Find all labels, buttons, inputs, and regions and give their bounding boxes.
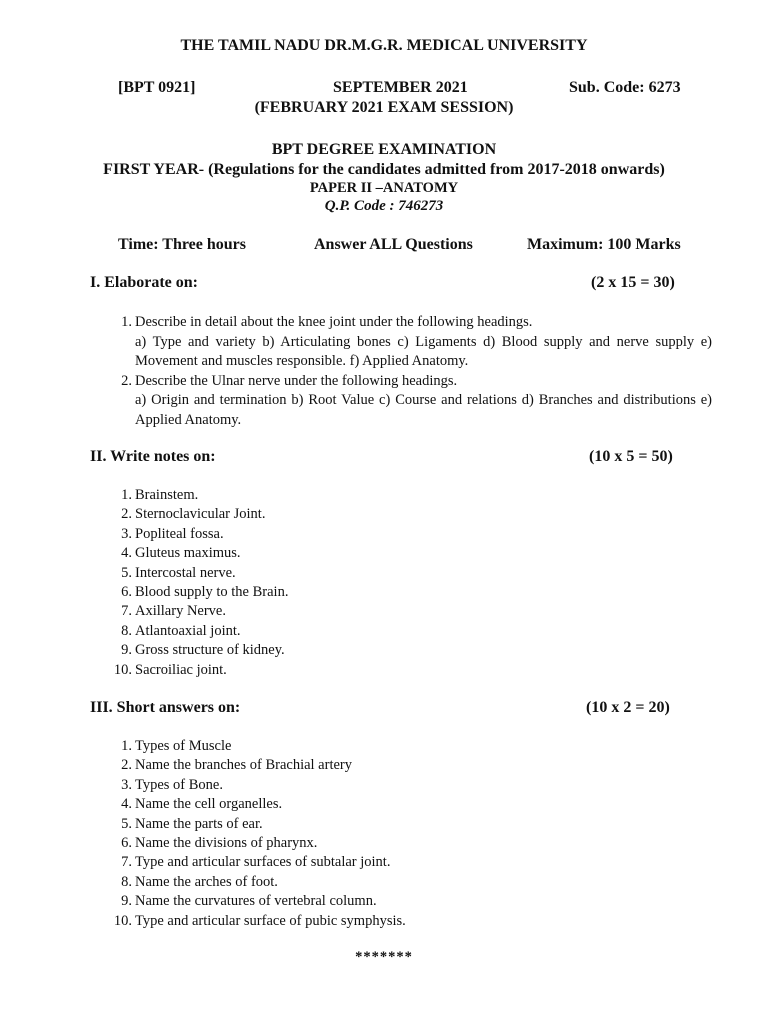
list-item: [110, 486, 712, 505]
item-text: Name the curvatures of vertebral column.: [135, 893, 377, 910]
list-item: [110, 737, 712, 756]
question-subparts: a) Type and variety b) Articulating bones c) Ligaments d) Blood supply and nerve supply e) Movement and muscles responsible. f) Applied Anatomy.: [135, 333, 712, 369]
question-text: Describe in detail about the knee joint under the following headings.: [135, 314, 533, 330]
item-number: 9.: [121, 893, 132, 910]
item-text: Axillary Nerve.: [135, 603, 226, 620]
item-number: 10.: [113, 912, 132, 929]
item-text: Brainstem.: [135, 487, 199, 503]
university-title: THE TAMIL NADU DR.M.G.R. MEDICAL UNIVERSITY: [180, 37, 588, 54]
list-item: [110, 505, 712, 524]
essay-question: [110, 372, 712, 431]
maximum-marks: Maximum: 100 Marks: [527, 236, 681, 253]
item-number: 2.: [121, 757, 132, 774]
section-3-marks: (10 x 2 = 20): [586, 699, 670, 716]
list-item: [110, 622, 712, 641]
item-text: Gluteus maximus.: [135, 545, 241, 562]
list-item: [110, 892, 712, 911]
list-item: [110, 834, 712, 853]
list-item: [110, 756, 712, 775]
item-number: 1.: [121, 487, 132, 503]
item-text: Type and articular surfaces of subtalar joint.: [135, 854, 391, 871]
item-text: Popliteal fossa.: [135, 525, 224, 542]
section-1-questions: [110, 313, 712, 430]
item-text: Gross structure of kidney.: [135, 642, 285, 659]
list-item: [110, 815, 712, 834]
item-number: 1.: [121, 738, 132, 754]
item-text: Name the branches of Brachial artery: [135, 757, 352, 774]
item-number: 5.: [121, 564, 132, 581]
item-number: 4.: [121, 796, 132, 813]
item-number: 3.: [121, 525, 132, 542]
item-text: Name the arches of foot.: [135, 873, 278, 890]
item-text: Name the parts of ear.: [135, 815, 263, 832]
item-number: 7.: [121, 603, 132, 620]
item-text: Name the divisions of pharynx.: [135, 835, 318, 852]
list-item: [110, 795, 712, 814]
item-text: Type and articular surface of pubic symphysis.: [135, 912, 406, 929]
item-number: 2.: [121, 506, 132, 523]
item-number: 6.: [121, 584, 132, 601]
item-number: 9.: [121, 642, 132, 659]
item-number: 4.: [121, 545, 132, 562]
item-number: 8.: [121, 873, 132, 890]
essay-question: [110, 313, 712, 372]
item-text: Sacroiliac joint.: [135, 661, 227, 678]
item-number: 5.: [121, 815, 132, 832]
section-1-marks: (2 x 15 = 30): [591, 274, 675, 291]
list-item: [110, 853, 712, 872]
item-text: Types of Muscle: [135, 738, 232, 754]
end-of-paper-marker: *******: [355, 949, 413, 965]
qp-code: Q.P. Code : 746273: [324, 198, 444, 214]
degree-title: BPT DEGREE EXAMINATION: [271, 141, 497, 158]
question-subparts: a) Origin and termination b) Root Value c) Course and relations d) Branches and distributions e) Applied Anatomy.: [135, 392, 712, 428]
exam-month: SEPTEMBER 2021: [333, 79, 468, 96]
list-item: [110, 583, 712, 602]
list-item: [110, 912, 712, 931]
section-1-title: I. Elaborate on:: [90, 274, 198, 291]
item-number: 6.: [121, 835, 132, 852]
question-number: 2.: [121, 372, 132, 389]
item-number: 7.: [121, 854, 132, 871]
section-2-marks: (10 x 5 = 50): [589, 448, 673, 465]
section-2-list: [110, 486, 712, 680]
item-text: Sternoclavicular Joint.: [135, 506, 266, 523]
question-text: Describe the Ulnar nerve under the following headings.: [135, 372, 458, 389]
list-item: [110, 641, 712, 660]
list-item: [110, 776, 712, 795]
list-item: [110, 544, 712, 563]
subject-code: Sub. Code: 6273: [569, 79, 681, 96]
exam-instruction: Answer ALL Questions: [314, 236, 473, 253]
section-3-title: III. Short answers on:: [90, 699, 241, 716]
list-item: [110, 602, 712, 621]
item-number: 3.: [121, 776, 132, 793]
section-2-title: II. Write notes on:: [90, 448, 216, 465]
exam-duration: Time: Three hours: [118, 236, 247, 253]
list-item: [110, 564, 712, 583]
item-number: 8.: [121, 622, 132, 639]
list-item: [110, 873, 712, 892]
paper-title: PAPER II –ANATOMY: [309, 180, 459, 196]
section-3-list: [110, 737, 712, 931]
item-text: Blood supply to the Brain.: [135, 584, 289, 601]
item-text: Atlantoaxial joint.: [135, 622, 241, 639]
item-text: Intercostal nerve.: [135, 564, 236, 581]
year-regulations: FIRST YEAR- (Regulations for the candidates admitted from 2017-2018 onwards): [103, 161, 665, 178]
item-text: Types of Bone.: [135, 776, 223, 793]
exam-session: (FEBRUARY 2021 EXAM SESSION): [254, 99, 514, 116]
question-number: 1.: [121, 314, 132, 330]
list-item: [110, 661, 712, 680]
exam-code: [BPT 0921]: [118, 79, 196, 96]
list-item: [110, 525, 712, 544]
item-text: Name the cell organelles.: [135, 796, 283, 813]
item-number: 10.: [113, 661, 132, 678]
